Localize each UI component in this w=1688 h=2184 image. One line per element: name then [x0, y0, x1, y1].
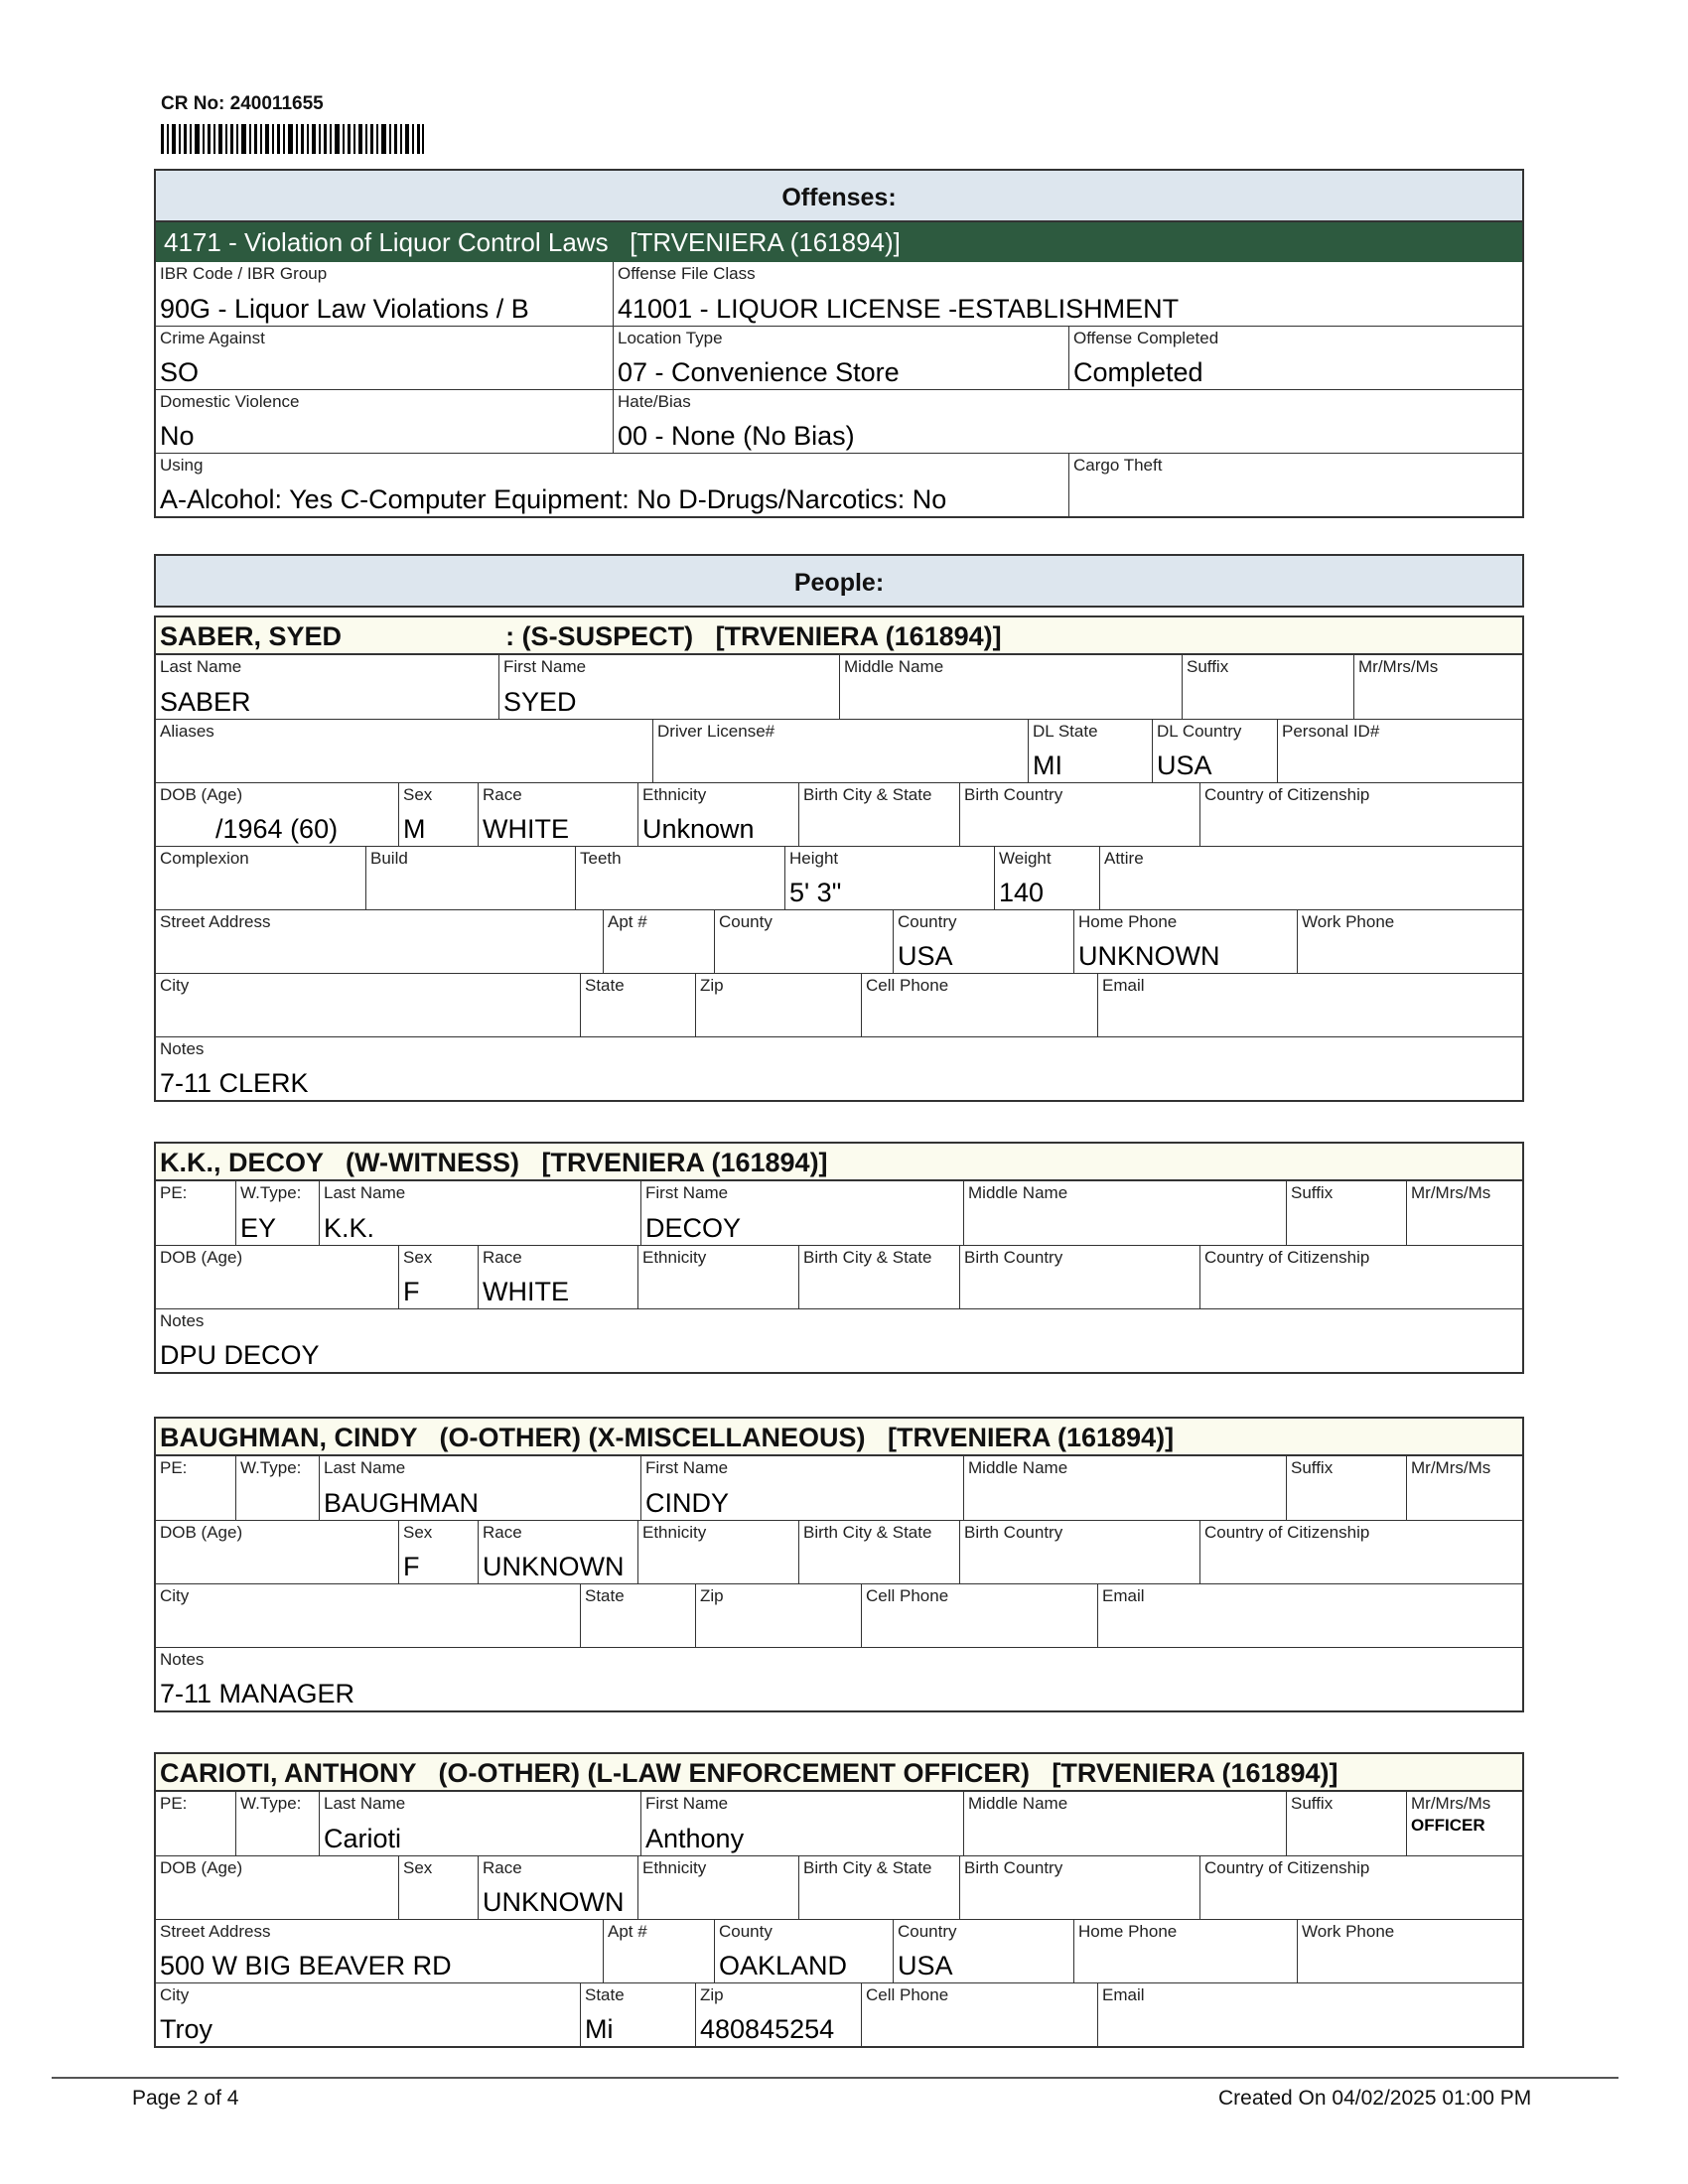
birth-city-cell	[798, 1856, 959, 1919]
aliases-cell	[156, 720, 652, 782]
county-label: County	[719, 1922, 773, 1941]
driver-license-label: Driver License#	[657, 722, 775, 741]
w-type-cell	[235, 1456, 319, 1520]
sex-label: Sex	[403, 785, 433, 804]
email-label: Email	[1102, 1985, 1145, 2004]
email-label: Email	[1102, 976, 1145, 995]
mr-mrs-ms-cell	[1406, 1181, 1522, 1245]
birth-city-cell	[798, 1246, 959, 1308]
work-phone-label: Work Phone	[1302, 912, 1395, 931]
dl-state-value: MI	[1033, 751, 1062, 780]
suffix-cell	[1182, 655, 1353, 719]
crime-against-value: SO	[160, 357, 200, 387]
dob-cell	[156, 1246, 398, 1308]
people-section	[154, 554, 1524, 608]
birth-country-cell	[959, 1521, 1199, 1583]
offense-file-class-label: Offense File Class	[618, 264, 756, 283]
citizenship-cell	[1199, 1856, 1522, 1919]
zip-cell	[695, 1584, 861, 1647]
state-label: State	[585, 1985, 625, 2004]
first-name-label: First Name	[503, 657, 587, 676]
email-cell	[1097, 974, 1522, 1036]
birth-city-cell	[798, 783, 959, 846]
last-name-label: Last Name	[160, 657, 242, 676]
middle-name-cell	[963, 1456, 1286, 1520]
suffix-label: Suffix	[1187, 657, 1229, 676]
sex-value: F	[403, 1552, 420, 1581]
work-phone-cell	[1297, 1920, 1522, 1982]
mr-mrs-ms-cell	[1406, 1792, 1522, 1855]
w-type-label: W.Type:	[240, 1458, 302, 1477]
first-name-value: Anthony	[645, 1824, 745, 1853]
attire-cell	[1099, 847, 1522, 909]
complexion-label: Complexion	[160, 849, 249, 868]
personal-id-cell	[1277, 720, 1522, 782]
ethnicity-label: Ethnicity	[642, 1523, 707, 1542]
w-type-cell	[235, 1181, 319, 1245]
cell-phone-label: Cell Phone	[866, 976, 949, 995]
last-name-value: SABER	[160, 687, 251, 717]
state-label: State	[585, 976, 625, 995]
aliases-label: Aliases	[160, 722, 214, 741]
attire-label: Attire	[1104, 849, 1144, 868]
weight-value: 140	[999, 878, 1045, 907]
ethnicity-cell	[637, 1246, 798, 1308]
citizenship-label: Country of Citizenship	[1204, 1248, 1370, 1267]
email-cell	[1097, 1584, 1522, 1647]
person-header: SABER, SYED : (S-SUSPECT) [TRVENIERA (161894)]	[154, 615, 1524, 655]
offense-file-class-value: 41001 - LIQUOR LICENSE -ESTABLISHMENT	[618, 294, 1180, 324]
zip-label: Zip	[700, 976, 724, 995]
birth-country-label: Birth Country	[964, 785, 1063, 804]
last-name-cell	[319, 1456, 640, 1520]
birth-country-label: Birth Country	[964, 1248, 1063, 1267]
last-name-value: Carioti	[324, 1824, 402, 1853]
height-value: 5' 3"	[789, 878, 842, 907]
domestic-violence-value: No	[160, 421, 195, 451]
middle-name-label: Middle Name	[968, 1183, 1068, 1202]
state-cell	[580, 974, 695, 1036]
person-fields	[154, 1792, 1524, 2048]
suffix-cell	[1286, 1792, 1406, 1855]
last-name-value: K.K.	[324, 1213, 375, 1243]
birth-country-cell	[959, 783, 1199, 846]
country-value: USA	[898, 941, 953, 971]
notes-cell	[156, 1037, 1522, 1100]
middle-name-label: Middle Name	[968, 1458, 1068, 1477]
offense-line: 4171 - Violation of Liquor Control Laws [TRVENIERA (161894)]	[154, 222, 1524, 262]
street-address-value: 500 W BIG BEAVER RD	[160, 1951, 452, 1980]
race-cell	[478, 1521, 637, 1583]
street-address-label: Street Address	[160, 1922, 271, 1941]
country-cell	[893, 910, 1073, 973]
citizenship-cell	[1199, 783, 1522, 846]
notes-label: Notes	[160, 1650, 205, 1669]
offense-completed-cell	[1068, 327, 1522, 389]
sex-label: Sex	[403, 1248, 433, 1267]
dl-state-cell	[1028, 720, 1152, 782]
first-name-value: CINDY	[645, 1488, 730, 1518]
w-type-label: W.Type:	[240, 1183, 302, 1202]
street-address-label: Street Address	[160, 912, 271, 931]
dob-label: DOB (Age)	[160, 1523, 243, 1542]
apt-label: Apt #	[608, 1922, 647, 1941]
cell-phone-cell	[861, 1584, 1097, 1647]
notes-value: 7-11 CLERK	[160, 1068, 309, 1098]
race-value: WHITE	[483, 814, 569, 844]
ethnicity-cell	[637, 1521, 798, 1583]
mr-mrs-ms-label: Mr/Mrs/Ms	[1358, 657, 1439, 676]
w-type-value: EY	[240, 1213, 277, 1243]
zip-label: Zip	[700, 1985, 724, 2004]
home-phone-label: Home Phone	[1078, 1922, 1178, 1941]
last-name-label: Last Name	[324, 1794, 406, 1813]
birth-city-label: Birth City & State	[803, 785, 932, 804]
home-phone-cell	[1073, 1920, 1297, 1982]
suffix-cell	[1286, 1456, 1406, 1520]
w-type-cell	[235, 1792, 319, 1855]
citizenship-label: Country of Citizenship	[1204, 785, 1370, 804]
citizenship-label: Country of Citizenship	[1204, 1858, 1370, 1877]
person-kk	[154, 1142, 1524, 1374]
race-cell	[478, 1856, 637, 1919]
suffix-label: Suffix	[1291, 1794, 1334, 1813]
first-name-cell	[498, 655, 839, 719]
email-label: Email	[1102, 1586, 1145, 1605]
driver-license-cell	[652, 720, 1028, 782]
state-cell	[580, 1584, 695, 1647]
country-cell	[893, 1920, 1073, 1982]
suffix-label: Suffix	[1291, 1183, 1334, 1202]
first-name-label: First Name	[645, 1183, 729, 1202]
city-cell	[156, 1983, 580, 2046]
notes-label: Notes	[160, 1311, 205, 1330]
crime-against-cell	[156, 327, 613, 389]
pe-label: PE:	[160, 1183, 188, 1202]
county-cell	[714, 1920, 893, 1982]
offenses-title: Offenses:	[154, 169, 1524, 222]
county-value: OAKLAND	[719, 1951, 848, 1980]
first-name-cell	[640, 1181, 963, 1245]
domestic-violence-cell	[156, 390, 613, 453]
pe-cell	[156, 1456, 235, 1520]
birth-country-label: Birth Country	[964, 1523, 1063, 1542]
zip-cell	[695, 974, 861, 1036]
suffix-cell	[1286, 1181, 1406, 1245]
notes-label: Notes	[160, 1039, 205, 1058]
ethnicity-value: Unknown	[642, 814, 755, 844]
city-cell	[156, 1584, 580, 1647]
person-fields	[154, 655, 1524, 1102]
build-label: Build	[370, 849, 408, 868]
home-phone-cell	[1073, 910, 1297, 973]
race-cell	[478, 1246, 637, 1308]
middle-name-cell	[839, 655, 1182, 719]
domestic-violence-label: Domestic Violence	[160, 392, 300, 411]
dl-country-label: DL Country	[1157, 722, 1242, 741]
height-cell	[784, 847, 994, 909]
first-name-cell	[640, 1792, 963, 1855]
last-name-cell	[319, 1181, 640, 1245]
first-name-cell	[640, 1456, 963, 1520]
hate-bias-cell	[613, 390, 1522, 453]
notes-cell	[156, 1309, 1522, 1372]
sex-cell	[398, 1856, 478, 1919]
birth-city-label: Birth City & State	[803, 1858, 932, 1877]
zip-cell	[695, 1983, 861, 2046]
state-label: State	[585, 1586, 625, 1605]
sex-label: Sex	[403, 1858, 433, 1877]
last-name-label: Last Name	[324, 1458, 406, 1477]
mr-mrs-ms-cell	[1406, 1456, 1522, 1520]
suffix-label: Suffix	[1291, 1458, 1334, 1477]
citizenship-cell	[1199, 1246, 1522, 1308]
dl-state-label: DL State	[1033, 722, 1098, 741]
sex-label: Sex	[403, 1523, 433, 1542]
work-phone-cell	[1297, 910, 1522, 973]
last-name-label: Last Name	[324, 1183, 406, 1202]
dl-country-cell	[1152, 720, 1277, 782]
ethnicity-label: Ethnicity	[642, 1248, 707, 1267]
dob-label: DOB (Age)	[160, 785, 243, 804]
birth-country-label: Birth Country	[964, 1858, 1063, 1877]
city-value: Troy	[160, 2014, 212, 2044]
race-label: Race	[483, 1858, 522, 1877]
race-value: UNKNOWN	[483, 1887, 625, 1917]
birth-city-label: Birth City & State	[803, 1248, 932, 1267]
cargo-theft-label: Cargo Theft	[1073, 456, 1163, 475]
location-type-cell	[613, 327, 1068, 389]
cr-number: CR No: 240011655	[161, 93, 324, 114]
apt-cell	[603, 1920, 714, 1982]
birth-city-cell	[798, 1521, 959, 1583]
state-cell	[580, 1983, 695, 2046]
cell-phone-label: Cell Phone	[866, 1586, 949, 1605]
dl-country-value: USA	[1157, 751, 1212, 780]
cell-phone-label: Cell Phone	[866, 1985, 949, 2004]
sex-value: M	[403, 814, 426, 844]
teeth-cell	[575, 847, 784, 909]
person-header: CARIOTI, ANTHONY (O-OTHER) (L-LAW ENFORCEMENT OFFICER) [TRVENIERA (161894)]	[154, 1752, 1524, 1792]
cell-phone-cell	[861, 974, 1097, 1036]
county-cell	[714, 910, 893, 973]
middle-name-cell	[963, 1792, 1286, 1855]
birth-country-cell	[959, 1246, 1199, 1308]
location-type-value: 07 - Convenience Store	[618, 357, 900, 387]
ethnicity-cell	[637, 783, 798, 846]
mr-mrs-ms-label: Mr/Mrs/Ms	[1411, 1183, 1491, 1202]
last-name-cell	[156, 655, 498, 719]
using-cell	[156, 454, 1068, 516]
citizenship-cell	[1199, 1521, 1522, 1583]
sex-value: F	[403, 1277, 420, 1306]
dob-cell	[156, 1521, 398, 1583]
weight-label: Weight	[999, 849, 1052, 868]
first-name-value: SYED	[503, 687, 577, 717]
offense-completed-value: Completed	[1073, 357, 1203, 387]
street-address-cell	[156, 910, 603, 973]
offense-file-class-cell	[613, 262, 1522, 326]
ibr-code-cell	[156, 262, 613, 326]
sex-cell	[398, 1246, 478, 1308]
person-baughman	[154, 1417, 1524, 1712]
using-label: Using	[160, 456, 204, 475]
city-cell	[156, 974, 580, 1036]
crime-against-label: Crime Against	[160, 329, 265, 347]
dob-cell	[156, 1856, 398, 1919]
first-name-value: DECOY	[645, 1213, 742, 1243]
ethnicity-label: Ethnicity	[642, 785, 707, 804]
ibr-code-value: 90G - Liquor Law Violations / B	[160, 294, 529, 324]
street-address-cell	[156, 1920, 603, 1982]
hate-bias-value: 00 - None (No Bias)	[618, 421, 855, 451]
sex-cell	[398, 783, 478, 846]
offenses-section	[154, 169, 1524, 518]
mr-mrs-ms-label: Mr/Mrs/Ms	[1411, 1458, 1491, 1477]
county-label: County	[719, 912, 773, 931]
apt-cell	[603, 910, 714, 973]
pe-cell	[156, 1792, 235, 1855]
middle-name-cell	[963, 1181, 1286, 1245]
ibr-code-label: IBR Code / IBR Group	[160, 264, 328, 283]
dob-cell	[156, 783, 398, 846]
person-header: BAUGHMAN, CINDY (O-OTHER) (X-MISCELLANEOUS) [TRVENIERA (161894)]	[154, 1417, 1524, 1456]
mr-mrs-ms-label: Mr/Mrs/Ms	[1411, 1794, 1491, 1813]
person-saber	[154, 615, 1524, 1102]
footer-divider	[52, 2077, 1618, 2079]
notes-cell	[156, 1648, 1522, 1710]
last-name-value: BAUGHMAN	[324, 1488, 480, 1518]
birth-city-label: Birth City & State	[803, 1523, 932, 1542]
height-label: Height	[789, 849, 839, 868]
dob-label: DOB (Age)	[160, 1858, 243, 1877]
people-title: People:	[154, 554, 1524, 608]
city-label: City	[160, 1586, 190, 1605]
city-label: City	[160, 1985, 190, 2004]
first-name-label: First Name	[645, 1794, 729, 1813]
dob-label: DOB (Age)	[160, 1248, 243, 1267]
hate-bias-label: Hate/Bias	[618, 392, 691, 411]
pe-label: PE:	[160, 1458, 188, 1477]
pe-label: PE:	[160, 1794, 188, 1813]
race-value: WHITE	[483, 1277, 569, 1306]
home-phone-value: UNKNOWN	[1078, 941, 1220, 971]
race-label: Race	[483, 1248, 522, 1267]
person-fields	[154, 1181, 1524, 1374]
middle-name-label: Middle Name	[844, 657, 944, 676]
race-cell	[478, 783, 637, 846]
home-phone-label: Home Phone	[1078, 912, 1178, 931]
mr-mrs-ms-cell	[1353, 655, 1522, 719]
notes-value: DPU DECOY	[160, 1340, 320, 1370]
teeth-label: Teeth	[580, 849, 622, 868]
pe-cell	[156, 1181, 235, 1245]
person-header: K.K., DECOY (W-WITNESS) [TRVENIERA (161894)]	[154, 1142, 1524, 1181]
weight-cell	[994, 847, 1099, 909]
personal-id-label: Personal ID#	[1282, 722, 1380, 741]
barcode-image	[161, 124, 424, 154]
complexion-cell	[156, 847, 365, 909]
person-carioti	[154, 1752, 1524, 2048]
middle-name-label: Middle Name	[968, 1794, 1068, 1813]
zip-label: Zip	[700, 1586, 724, 1605]
using-value: A-Alcohol: Yes C-Computer Equipment: No D-Drugs/Narcotics: No	[160, 484, 947, 514]
sex-cell	[398, 1521, 478, 1583]
zip-value: 480845254	[700, 2014, 835, 2044]
cargo-theft-cell	[1068, 454, 1522, 516]
build-cell	[365, 847, 575, 909]
birth-country-cell	[959, 1856, 1199, 1919]
person-fields	[154, 1456, 1524, 1712]
ethnicity-cell	[637, 1856, 798, 1919]
country-value: USA	[898, 1951, 953, 1980]
notes-value: 7-11 MANAGER	[160, 1679, 355, 1708]
race-label: Race	[483, 1523, 522, 1542]
w-type-label: W.Type:	[240, 1794, 302, 1813]
mr-mrs-ms-value: OFFICER	[1411, 1816, 1485, 1835]
citizenship-label: Country of Citizenship	[1204, 1523, 1370, 1542]
state-value: Mi	[585, 2014, 614, 2044]
location-type-label: Location Type	[618, 329, 723, 347]
country-label: Country	[898, 1922, 957, 1941]
work-phone-label: Work Phone	[1302, 1922, 1395, 1941]
race-label: Race	[483, 785, 522, 804]
apt-label: Apt #	[608, 912, 647, 931]
ethnicity-label: Ethnicity	[642, 1858, 707, 1877]
offense-completed-label: Offense Completed	[1073, 329, 1219, 347]
city-label: City	[160, 976, 190, 995]
last-name-cell	[319, 1792, 640, 1855]
cell-phone-cell	[861, 1983, 1097, 2046]
country-label: Country	[898, 912, 957, 931]
email-cell	[1097, 1983, 1522, 2046]
created-on-timestamp: Created On 04/02/2025 01:00 PM	[1218, 2087, 1532, 2110]
first-name-label: First Name	[645, 1458, 729, 1477]
page-number: Page 2 of 4	[132, 2087, 239, 2110]
race-value: UNKNOWN	[483, 1552, 625, 1581]
offense-fields	[154, 262, 1524, 518]
dob-value: /1964 (60)	[215, 814, 339, 844]
